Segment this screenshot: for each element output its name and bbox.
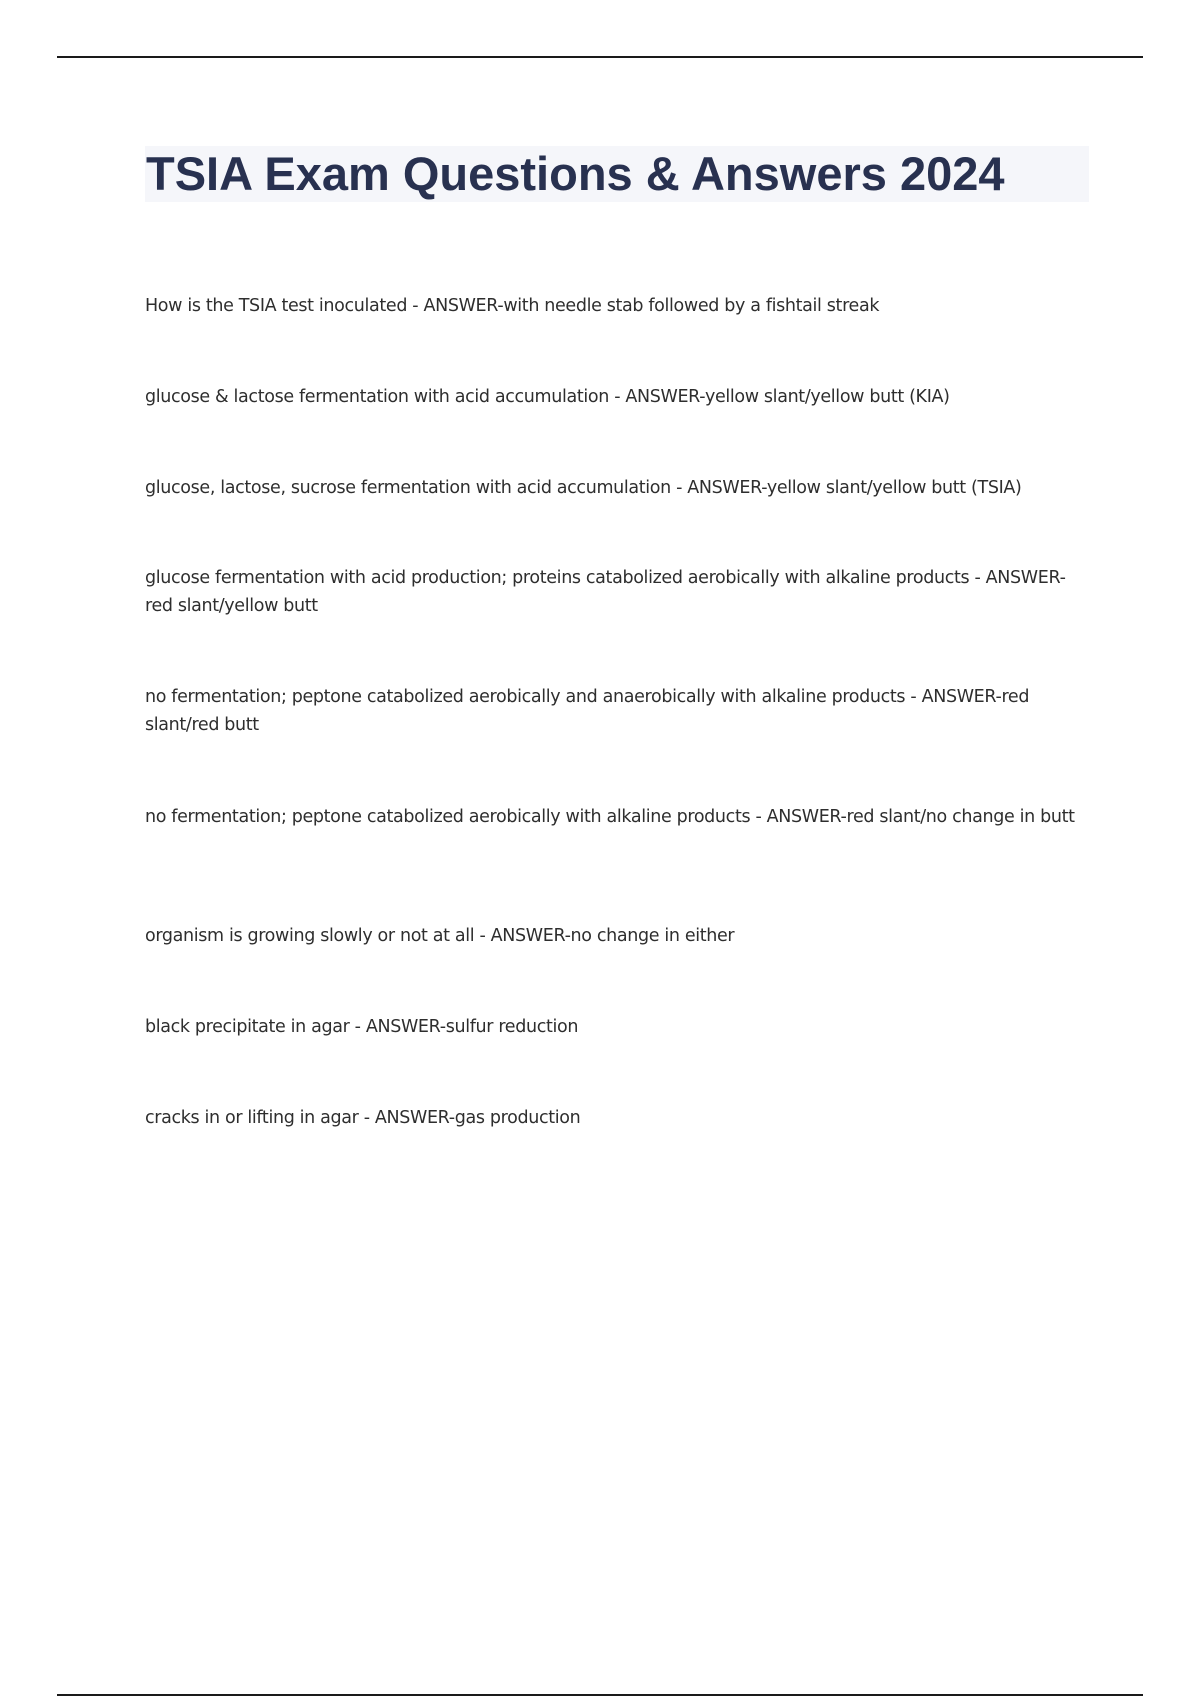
footer-rule (57, 1694, 1143, 1696)
question-text: cracks in or lifting in agar (145, 1108, 359, 1128)
answer-label: ANSWER (687, 478, 762, 498)
question-text: no fermentation; peptone catabolized aerobically with alkaline products (145, 807, 751, 827)
qa-item-2: glucose & lactose fermentation with acid accumulation - ANSWER-yellow slant/yellow butt (KIA) (145, 387, 950, 407)
answer-label: ANSWER (423, 296, 498, 316)
answer-label: ANSWER (374, 1108, 449, 1128)
answer-text: with needle stab followed by a fishtail streak (503, 296, 880, 316)
question-text: glucose, lactose, sucrose fermentation with acid accumulation (145, 478, 671, 498)
answer-label: ANSWER (490, 926, 565, 946)
answer-text: red slant/no change in butt (846, 807, 1075, 827)
answer-label: ANSWER (625, 387, 700, 407)
qa-item-7: organism is growing slowly or not at all - ANSWER-no change in either (145, 926, 735, 946)
answer-label: ANSWER (365, 1017, 440, 1037)
qa-item-3: glucose, lactose, sucrose fermentation with acid accumulation - ANSWER-yellow slant/yellow butt (TSIA) (145, 478, 1022, 498)
document-title: TSIA Exam Questions & Answers 2024 (146, 147, 1005, 200)
answer-text: gas production (454, 1108, 581, 1128)
question-text: How is the TSIA test inoculated (145, 296, 408, 316)
answer-text: red slant/yellow butt (145, 596, 318, 616)
question-text: black precipitate in agar (145, 1017, 350, 1037)
answer-text: yellow slant/yellow butt (TSIA) (766, 478, 1022, 498)
qa-item-5: no fermentation; peptone catabolized aerobically and anaerobically with alkaline products - ANSWER-red slant/red butt (145, 687, 1030, 735)
question-text: glucose fermentation with acid production; proteins catabolized aerobically with alkaline products (145, 568, 970, 588)
answer-text: sulfur reduction (445, 1017, 579, 1037)
qa-item-1: How is the TSIA test inoculated - ANSWER-with needle stab followed by a fishtail streak (145, 296, 880, 316)
answer-text: red slant/red butt (145, 687, 1030, 735)
qa-item-8: black precipitate in agar - ANSWER-sulfur reduction (145, 1017, 579, 1037)
qa-item-6: no fermentation; peptone catabolized aerobically with alkaline products - ANSWER-red slant/no change in butt (145, 807, 1075, 827)
answer-text: no change in either (570, 926, 735, 946)
qa-item-4: glucose fermentation with acid production; proteins catabolized aerobically with alkaline products - ANSWER-red slant/yellow butt (145, 568, 1066, 616)
question-text: glucose & lactose fermentation with acid accumulation (145, 387, 609, 407)
answer-label: ANSWER (766, 807, 841, 827)
answer-label: ANSWER (985, 568, 1060, 588)
qa-item-9: cracks in or lifting in agar - ANSWER-gas production (145, 1108, 581, 1128)
answer-text: yellow slant/yellow butt (KIA) (704, 387, 950, 407)
header-rule (57, 56, 1143, 58)
question-text: organism is growing slowly or not at all (145, 926, 475, 946)
answer-label: ANSWER (921, 687, 996, 707)
question-text: no fermentation; peptone catabolized aerobically and anaerobically with alkaline products (145, 687, 906, 707)
